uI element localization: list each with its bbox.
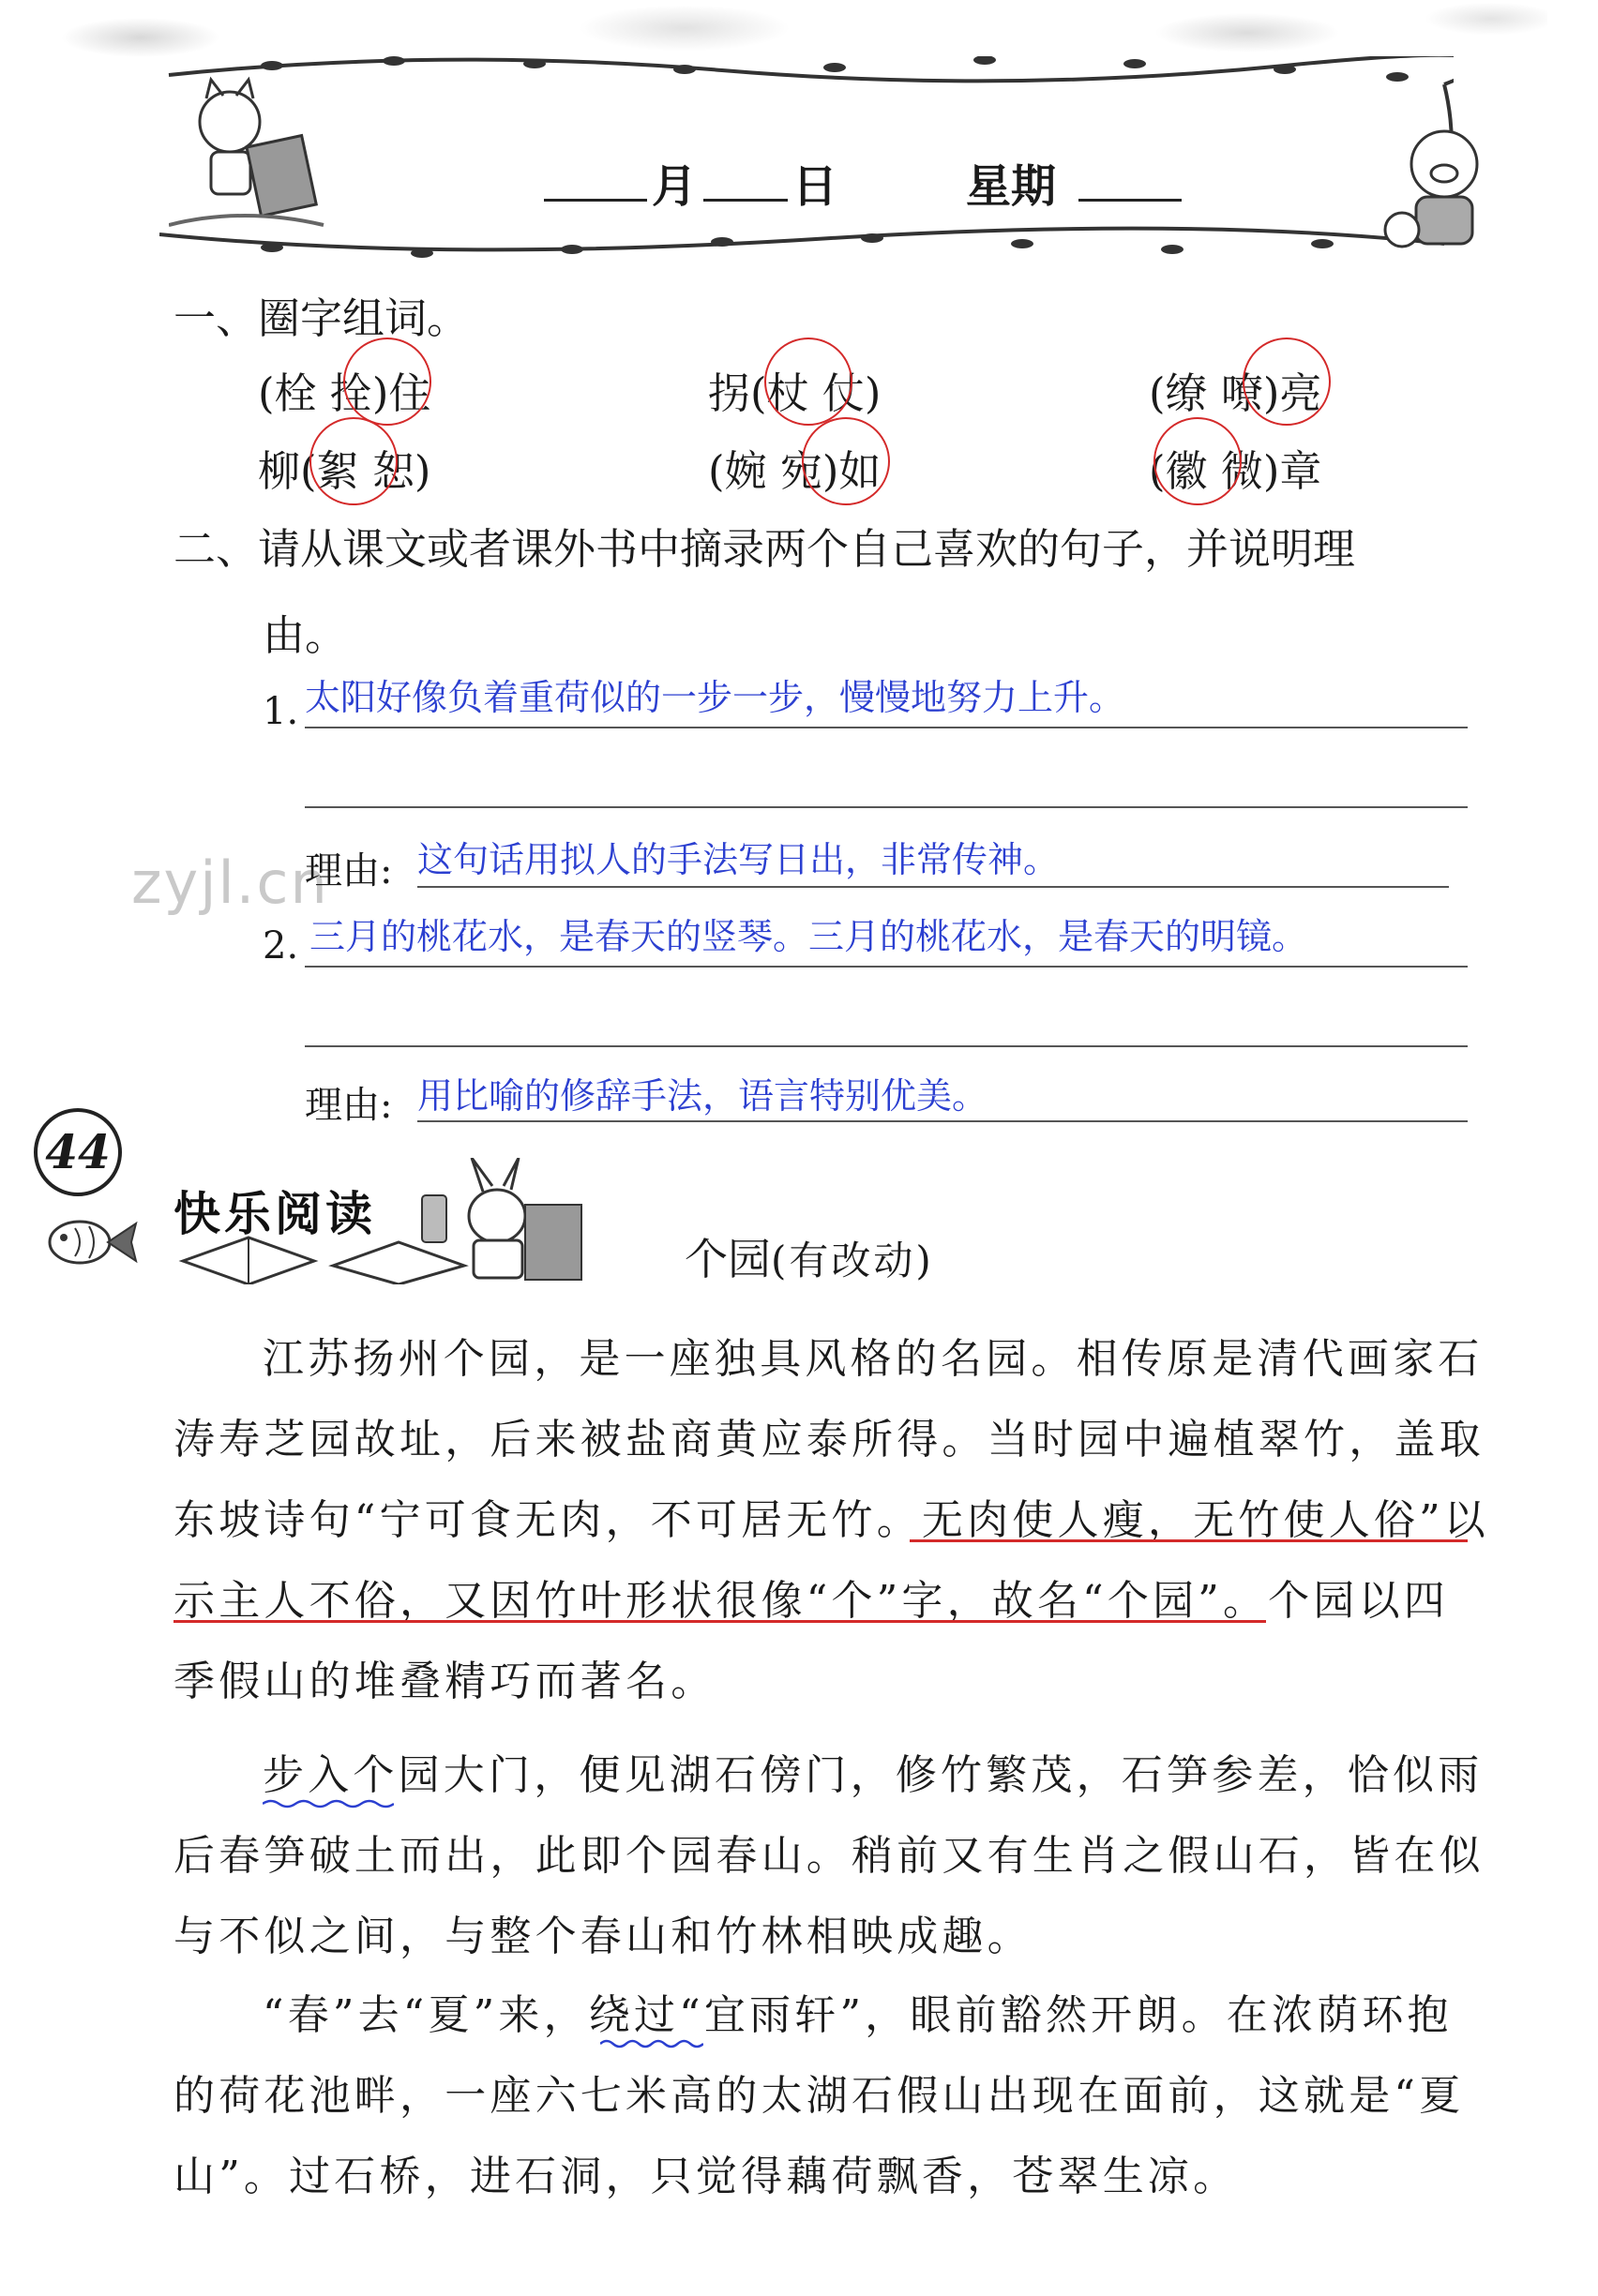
month-label: 月 [652,160,698,213]
entry-1-sentence[interactable]: 太阳好像负着重荷似的一步一步，慢慢地努力上升。 [305,677,1125,718]
paragraph-line: 步入个园大门，便见湖石傍门，修竹繁茂，石笋参差，恰似雨 [263,1751,1484,1799]
entry-2-reason-label: 理由: [305,1084,393,1127]
answer-line [305,1045,1468,1047]
paragraph-line: 后春笋破土而出，此即个园春山。稍前又有生肖之假山石，皆在似 [173,1832,1485,1880]
red-underline [910,1539,1468,1542]
article-title-text: 个园 [685,1234,771,1284]
word-choice-6: (徽 微)章 [1149,446,1322,496]
entry-1-reason[interactable]: 这句话用拟人的手法写日出，非常传神。 [417,839,1060,880]
section1-title: 一、圈字组词。 [173,293,470,343]
day-label: 日 [792,160,838,213]
paragraph-line: 涛寿芝园故址，后来被盐商黄应泰所得。当时园中遍植翠竹，盖取 [173,1416,1485,1463]
cat-illustration [169,75,328,234]
answer-line [417,1120,1468,1122]
wavy-underline [600,2038,703,2049]
article-subtitle: (有改动) [771,1238,934,1283]
entry-1-number: 1. [263,690,299,733]
paragraph-line: 的荷花池畔，一座六七米高的太湖石假山出现在面前，这就是“夏 [173,2072,1465,2120]
weekday-blank[interactable] [1078,199,1182,202]
red-underline [173,1620,1266,1623]
month-blank[interactable] [544,199,647,202]
answer-circle-2 [764,338,852,426]
section2-title-line1: 二、请从课文或者课外书中摘录两个自己喜欢的句子，并说明理 [173,524,1356,574]
answer-circle-6 [1153,417,1242,505]
entry-2-sentence[interactable]: 三月的桃花水，是春天的竖琴。三月的桃花水，是春天的明镜。 [309,916,1308,957]
page-number: 44 [34,1108,122,1196]
answer-circle-5 [802,417,890,505]
word-choice-5: (婉 宛)如 [708,446,882,496]
answer-line [305,806,1468,808]
reading-heading: 快乐阅读 [173,1187,376,1241]
word-choice-2: 拐(杖 仗) [708,368,882,418]
fish-icon [38,1200,141,1284]
paragraph-line: “春”去“夏”来，绕过“宜雨轩”，眼前豁然开朗。在浓荫环抱 [263,1991,1453,2039]
weekday-label: 星期 [966,160,1057,213]
answer-line [305,966,1468,968]
word-choice-3: (缭 嘹)亮 [1149,368,1322,418]
answer-line [305,727,1468,728]
date-line [544,150,1200,216]
pig-illustration [1369,122,1510,263]
answer-circle-1 [343,338,431,426]
word-choice-1: (栓 拴)住 [258,368,431,418]
entry-2-number: 2. [263,924,299,968]
day-blank[interactable] [703,199,788,202]
paragraph-line: 示主人不俗，又因竹叶形状很像“个”字，故名“个园”。个园以四 [173,1577,1449,1625]
word-choice-4: 柳(絮 恕) [258,446,431,496]
answer-circle-3 [1243,338,1331,426]
entry-1-reason-label: 理由: [305,849,393,893]
entry-2-reason[interactable]: 用比喻的修辞手法，语言特别优美。 [417,1075,988,1117]
wavy-underline [263,1798,394,1809]
answer-line [417,886,1449,888]
paragraph-line: 江苏扬州个园，是一座独具风格的名园。相传原是清代画家石 [263,1335,1484,1383]
watermark: zyjl.cn [131,848,329,917]
article-title [685,1231,934,1289]
answer-circle-4 [309,417,398,505]
paragraph-line: 与不似之间，与整个春山和竹林相映成趣。 [173,1913,1033,1960]
paragraph-line: 山”。过石桥，进石洞，只觉得藕荷飘香，苍翠生凉。 [173,2153,1239,2200]
section2-title-line2: 由。 [263,610,348,660]
paragraph-line: 季假山的堆叠精巧而著名。 [173,1658,716,1705]
paragraph-line: 东坡诗句“宁可食无肉，不可居无竹。无肉使人瘦，无竹使人俗”以 [173,1496,1489,1544]
